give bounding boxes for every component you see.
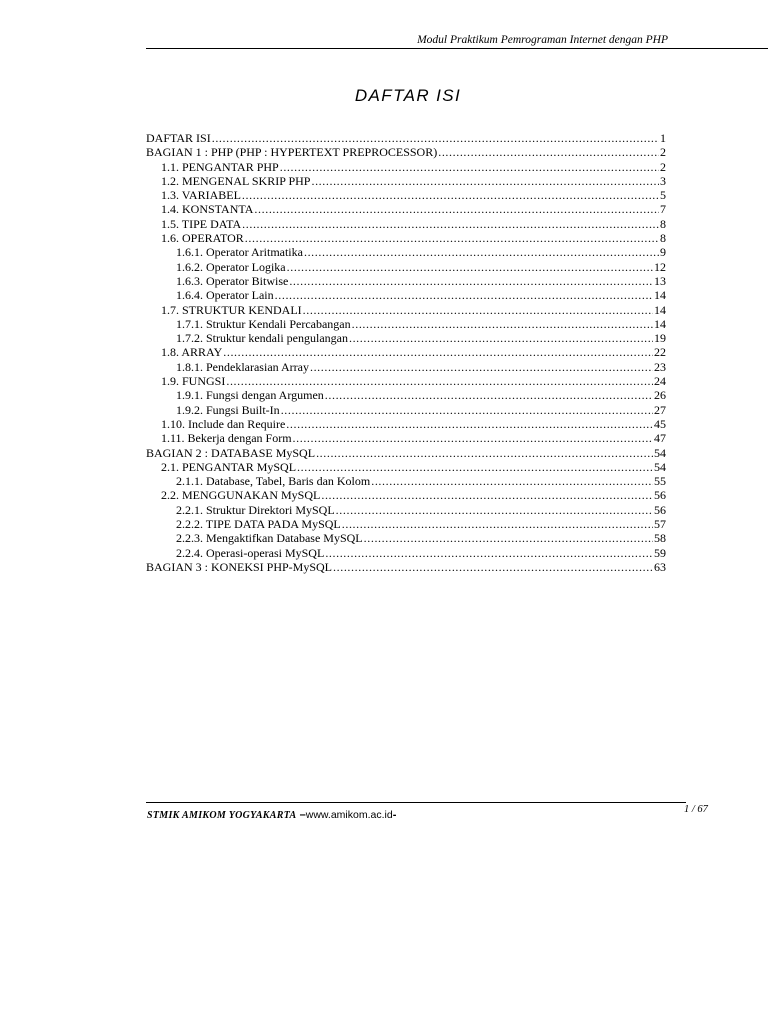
toc-dot-leader xyxy=(245,231,659,245)
toc-entry[interactable] xyxy=(146,460,666,474)
toc-entry-page: 8 xyxy=(660,216,666,231)
toc-entry[interactable] xyxy=(146,345,666,359)
toc-dot-leader xyxy=(304,245,659,259)
toc-entry-page: 54 xyxy=(654,459,666,474)
toc-entry[interactable] xyxy=(146,288,666,302)
toc-entry-page: 56 xyxy=(654,488,666,503)
footer-separator: – xyxy=(296,809,306,821)
toc-entry-page: 22 xyxy=(654,345,666,360)
toc-entry[interactable] xyxy=(146,546,666,560)
toc-entry-page: 5 xyxy=(660,188,666,203)
toc-entry[interactable] xyxy=(146,517,666,531)
toc-entry[interactable] xyxy=(146,531,666,545)
toc-entry-label: 1.3. VARIABEL xyxy=(161,188,241,203)
footer-url-suffix: - xyxy=(392,809,397,821)
footer-institution: STMIK AMIKOM YOGYAKARTA xyxy=(147,810,297,821)
toc-dot-leader xyxy=(254,202,659,216)
toc-entry-label: 1.9. FUNGSI xyxy=(161,374,226,389)
toc-entry-page: 47 xyxy=(654,431,666,446)
toc-dot-leader xyxy=(242,188,659,202)
toc-entry-page: 12 xyxy=(654,259,666,274)
toc-entry-label: BAGIAN 2 : DATABASE MySQL xyxy=(146,445,316,460)
toc-entry-page: 14 xyxy=(654,288,666,303)
toc-entry[interactable] xyxy=(146,388,666,402)
toc-entry-page: 59 xyxy=(654,545,666,560)
toc-entry[interactable] xyxy=(146,417,666,431)
toc-entry-page: 14 xyxy=(654,316,666,331)
toc-entry-label: 2.2.1. Struktur Direktori MySQL xyxy=(176,502,335,517)
toc-dot-leader xyxy=(289,274,653,288)
toc-dot-leader xyxy=(342,517,653,531)
toc-entry-label: 1.4. KONSTANTA xyxy=(161,202,254,217)
toc-entry-label: 2.2. MENGGUNAKAN MySQL xyxy=(161,488,321,503)
toc-dot-leader xyxy=(349,331,653,345)
footer-website-link[interactable]: www.amikom.ac.id xyxy=(305,809,393,821)
toc-entry-page: 7 xyxy=(660,202,666,217)
toc-dot-leader xyxy=(286,417,653,431)
toc-entry-page: 55 xyxy=(654,474,666,489)
toc-entry[interactable] xyxy=(146,474,666,488)
toc-entry[interactable] xyxy=(146,217,666,231)
toc-entry-label: BAGIAN 3 : KONEKSI PHP-MySQL xyxy=(146,559,333,574)
toc-entry-page: 45 xyxy=(654,416,666,431)
toc-dot-leader xyxy=(293,431,653,445)
footer-divider xyxy=(146,802,686,803)
toc-dot-leader xyxy=(311,174,659,188)
toc-dot-leader xyxy=(371,474,653,488)
toc-entry-label: 1.2. MENGENAL SKRIP PHP xyxy=(161,173,311,188)
toc-dot-leader xyxy=(287,260,653,274)
toc-dot-leader xyxy=(212,131,659,145)
toc-entry-page: 23 xyxy=(654,359,666,374)
toc-entry-label: 1.11. Bekerja dengan Form xyxy=(161,431,292,446)
toc-dot-leader xyxy=(226,374,653,388)
toc-entry-label: 1.5. TIPE DATA xyxy=(161,216,242,231)
toc-dot-leader xyxy=(321,488,653,502)
toc-entry[interactable] xyxy=(146,560,666,574)
toc-entry-page: 26 xyxy=(654,388,666,403)
toc-dot-leader xyxy=(336,503,653,517)
toc-entry-label: 2.2.2. TIPE DATA PADA MySQL xyxy=(176,517,341,532)
toc-entry-label: 2.1.1. Database, Tabel, Baris dan Kolom xyxy=(176,474,371,489)
toc-entry[interactable] xyxy=(146,503,666,517)
toc-dot-leader xyxy=(352,317,653,331)
toc-entry-page: 13 xyxy=(654,273,666,288)
toc-entry[interactable] xyxy=(146,260,666,274)
toc-entry-page: 8 xyxy=(660,231,666,246)
toc-dot-leader xyxy=(297,460,653,474)
toc-entry-page: 1 xyxy=(660,131,666,145)
toc-entry[interactable] xyxy=(146,446,666,460)
page-number: 1 / 67 xyxy=(684,804,708,815)
toc-entry[interactable] xyxy=(146,303,666,317)
toc-entry-label: DAFTAR ISI xyxy=(146,131,211,145)
toc-entry-label: 1.8. ARRAY xyxy=(161,345,223,360)
toc-entry[interactable] xyxy=(146,202,666,216)
toc-entry-label: 1.1. PENGANTAR PHP xyxy=(161,159,279,174)
toc-entry[interactable] xyxy=(146,488,666,502)
toc-entry-label: 1.8.1. Pendeklarasian Array xyxy=(176,359,309,374)
toc-entry[interactable] xyxy=(146,231,666,245)
toc-dot-leader xyxy=(303,303,653,317)
table-of-contents xyxy=(146,131,666,574)
toc-entry[interactable] xyxy=(146,188,666,202)
toc-dot-leader xyxy=(275,288,653,302)
toc-entry[interactable] xyxy=(146,174,666,188)
toc-entry[interactable] xyxy=(146,317,666,331)
toc-entry-label: 1.6.1. Operator Aritmatika xyxy=(176,245,303,260)
toc-entry-page: 63 xyxy=(654,559,666,574)
toc-dot-leader xyxy=(281,403,653,417)
toc-entry-page: 24 xyxy=(654,374,666,389)
toc-dot-leader xyxy=(438,145,659,159)
toc-entry-label: 1.7.2. Struktur kendali pengulangan xyxy=(176,331,348,346)
toc-dot-leader xyxy=(333,560,653,574)
toc-title: DAFTAR ISI xyxy=(354,86,462,105)
toc-entry-page: 9 xyxy=(660,245,666,260)
toc-dot-leader xyxy=(280,160,659,174)
toc-entry[interactable] xyxy=(146,403,666,417)
toc-entry-page: 14 xyxy=(654,302,666,317)
toc-dot-leader xyxy=(242,217,659,231)
toc-entry-label: 1.6.2. Operator Logika xyxy=(176,259,286,274)
toc-entry-label: 1.6. OPERATOR xyxy=(161,231,244,246)
toc-entry-page: 19 xyxy=(654,331,666,346)
toc-entry[interactable] xyxy=(146,374,666,388)
toc-dot-leader xyxy=(316,446,653,460)
toc-entry-label: 1.7. STRUKTUR KENDALI xyxy=(161,302,302,317)
toc-entry[interactable] xyxy=(146,360,666,374)
toc-entry-label: 1.9.1. Fungsi dengan Argumen xyxy=(176,388,324,403)
toc-entry-page: 2 xyxy=(660,145,666,160)
toc-entry-page: 56 xyxy=(654,502,666,517)
toc-entry-label: BAGIAN 1 : PHP (PHP : HYPERTEXT PREPROCESSOR) xyxy=(146,145,438,160)
toc-entry[interactable] xyxy=(146,274,666,288)
toc-entry-label: 1.9.2. Fungsi Built-In xyxy=(176,402,280,417)
toc-entry-page: 58 xyxy=(654,531,666,546)
toc-dot-leader xyxy=(364,531,653,545)
header-divider xyxy=(146,48,768,49)
footer xyxy=(147,809,396,821)
toc-entry-label: 1.10. Include dan Require xyxy=(161,416,286,431)
toc-entry[interactable] xyxy=(146,331,666,345)
toc-entry-label: 1.7.1. Struktur Kendali Percabangan xyxy=(176,316,351,331)
toc-entry-page: 54 xyxy=(654,445,666,460)
toc-entry-page: 57 xyxy=(654,517,666,532)
toc-entry[interactable] xyxy=(146,145,666,159)
toc-dot-leader xyxy=(325,546,653,560)
toc-entry-label: 1.6.3. Operator Bitwise xyxy=(176,273,289,288)
toc-entry-label: 2.2.4. Operasi-operasi MySQL xyxy=(176,545,325,560)
toc-entry[interactable] xyxy=(146,160,666,174)
toc-dot-leader xyxy=(310,360,653,374)
toc-entry[interactable] xyxy=(146,245,666,259)
toc-entry-page: 27 xyxy=(654,402,666,417)
toc-dot-leader xyxy=(325,388,653,402)
toc-entry-label: 1.6.4. Operator Lain xyxy=(176,288,274,303)
toc-dot-leader xyxy=(223,345,653,359)
toc-entry-label: 2.2.3. Mengaktifkan Database MySQL xyxy=(176,531,363,546)
toc-entry[interactable] xyxy=(146,131,666,145)
toc-entry-label: 2.1. PENGANTAR MySQL xyxy=(161,459,297,474)
running-header: Modul Praktikum Pemrograman Internet dengan PHP xyxy=(417,34,668,46)
toc-entry[interactable] xyxy=(146,431,666,445)
toc-entry-page: 2 xyxy=(660,159,666,174)
toc-entry-page: 3 xyxy=(660,173,666,188)
